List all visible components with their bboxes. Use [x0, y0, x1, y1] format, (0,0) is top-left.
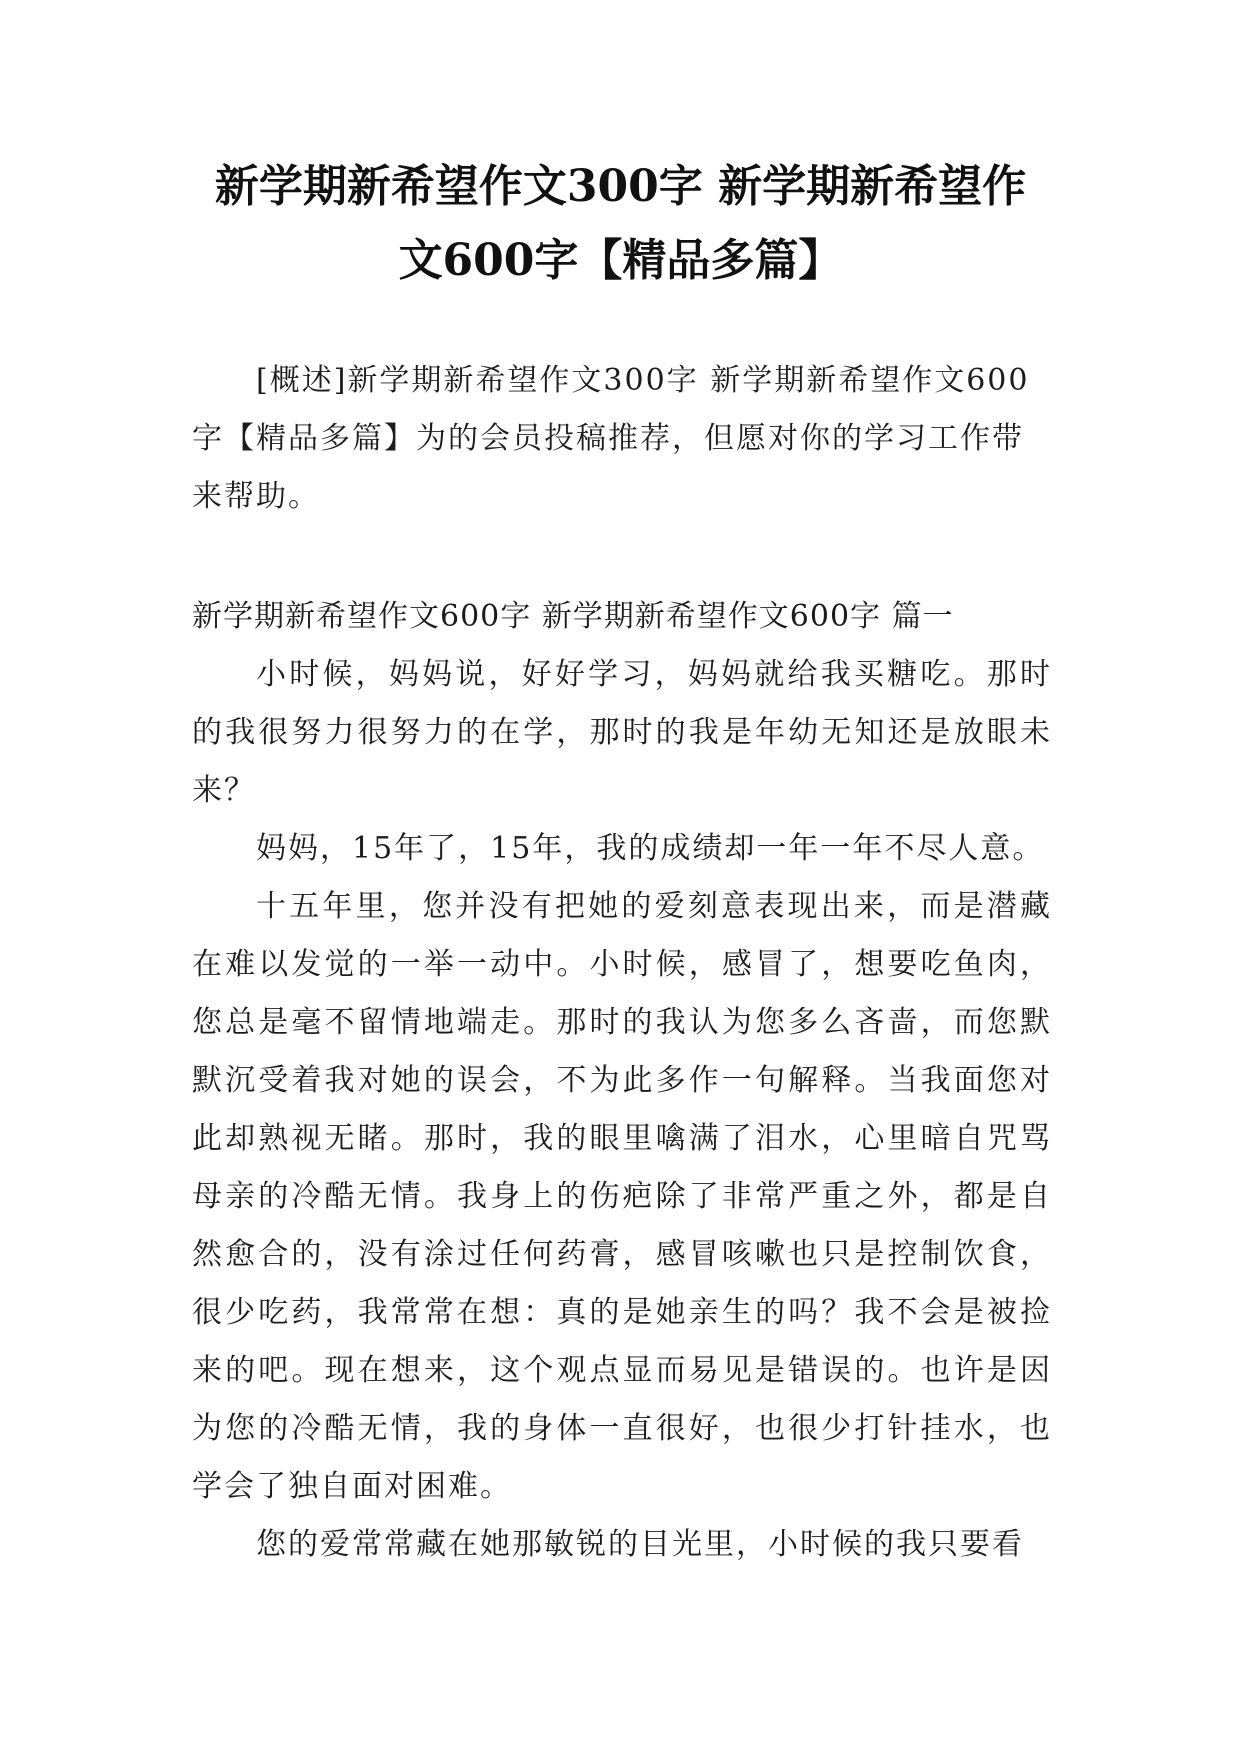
section-heading: 新学期新希望作文600字 新学期新希望作文600字 篇一: [192, 599, 954, 634]
essay-paragraph-3: 十五年里，您并没有把她的爱刻意表现出来，而是潜藏在难以发觉的一举一动中。小时候，感冒了，想要吃鱼肉，您总是毫不留情地端走。那时的我认为您多么吝啬，而您默默沉受着我对她的误会，不为此多作一句解释。当我面您对此却熟视无睹。那时，我的眼里噙满了泪水，心里暗自咒骂母亲的冷酷无情。我身上的伤疤除了非常严重之外，都是自然愈合的，没有涂过任何药膏，感冒咳嗽也只是控制饮食，很少吃药，我常常在想：真的是她亲生的吗？我不会是被捡来的吧。现在想来，这个观点显而易见是错误的。也许是因为您的冷酷无情，我的身体一直很好，也很少打针挂水，也学会了独自面对困难。: [192, 889, 1052, 1504]
abstract-paragraph: [概述]新学期新希望作文300字 新学期新希望作文600字【精品多篇】为的会员投稿推荐，但愿对你的学习工作带来帮助。: [192, 363, 1030, 514]
essay-paragraph-4: 您的爱常常藏在她那敏锐的目光里，小时候的我只要看: [256, 1527, 1024, 1562]
title-line-2: 文600字【精品多篇】: [398, 235, 843, 286]
document-title: [180, 150, 1061, 298]
essay-body: [192, 646, 1052, 1574]
essay-paragraph-1: 小时候，妈妈说，好好学习，妈妈就给我买糖吃。那时的我很努力很努力的在学，那时的我是年幼无知还是放眼未来？: [192, 657, 1052, 808]
essay-paragraph-2: 妈妈，15年了，15年，我的成绩却一年一年不尽人意。: [256, 831, 1045, 866]
title-line-1: 新学期新希望作文300字 新学期新希望作: [214, 161, 1027, 212]
